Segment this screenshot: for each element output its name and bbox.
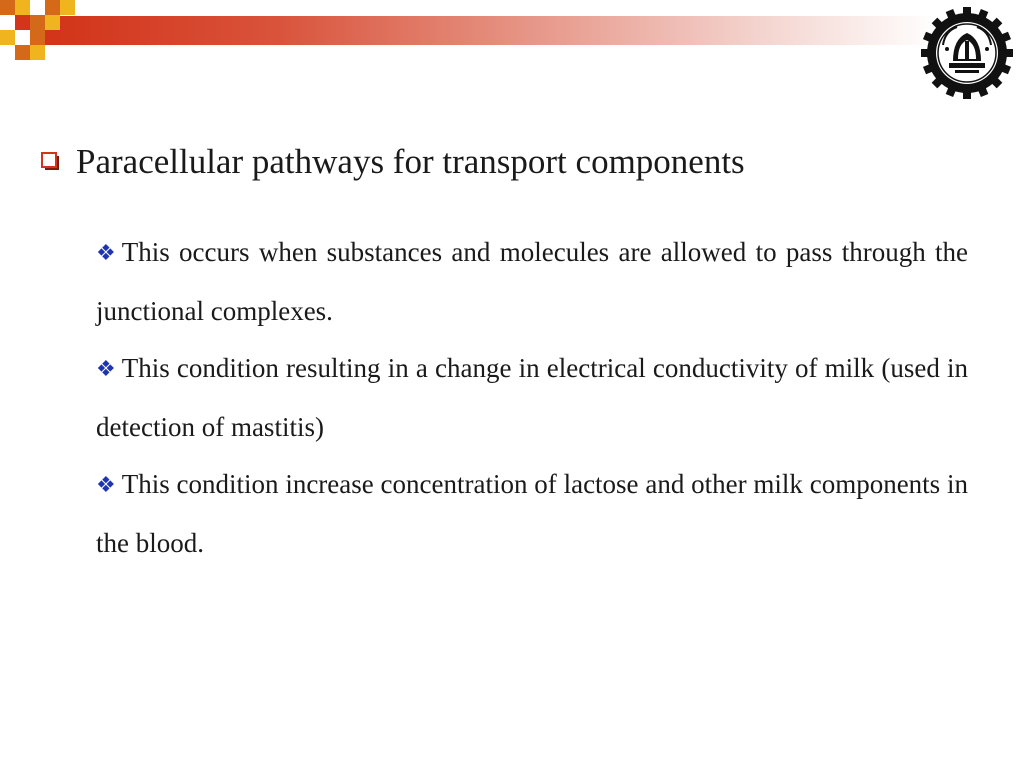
slide-title: Paracellular pathways for transport components: [76, 142, 745, 181]
decor-square: [45, 15, 60, 30]
university-logo: [920, 6, 1014, 100]
bullet-text: This condition increase concentration of lactose and other milk components in the blood.: [96, 469, 968, 558]
decor-square: [15, 0, 30, 15]
decor-square: [60, 0, 75, 15]
bullet-text: This occurs when substances and molecules are allowed to pass through the junctional complexes.: [96, 237, 968, 326]
decor-square: [15, 15, 30, 30]
four-diamond-bullet-icon: ❖: [96, 357, 116, 382]
bullet-item: [96, 340, 968, 456]
header-decoration: [0, 0, 1024, 60]
decor-square: [30, 15, 45, 30]
gear-seal-icon: [920, 6, 1014, 100]
four-diamond-bullet-icon: ❖: [96, 241, 116, 266]
bullet-item: [96, 224, 968, 340]
decor-square: [0, 0, 15, 15]
hollow-square-bullet-icon: [40, 151, 62, 173]
bullet-item: [96, 456, 968, 572]
decor-square: [30, 30, 45, 45]
decor-square: [15, 45, 30, 60]
slide-title-row: [40, 140, 745, 184]
gradient-bar: [58, 16, 938, 45]
decor-square: [0, 30, 15, 45]
decor-square: [30, 45, 45, 60]
bullet-text: This condition resulting in a change in electrical conductivity of milk (used in detection of mastitis): [96, 353, 968, 442]
decor-square: [45, 0, 60, 15]
four-diamond-bullet-icon: ❖: [96, 473, 116, 498]
bullet-list: [96, 224, 968, 572]
decor-square: [45, 30, 60, 45]
